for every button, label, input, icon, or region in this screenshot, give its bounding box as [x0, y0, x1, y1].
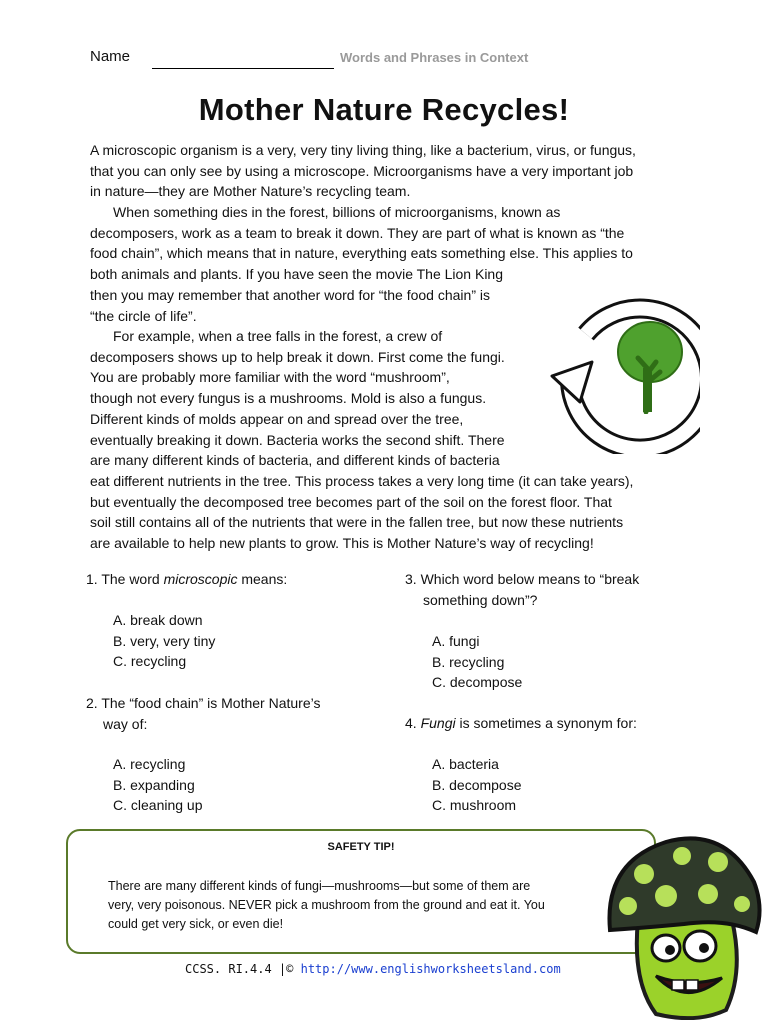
worksheet-subject: Words and Phrases in Context	[340, 50, 529, 65]
question-4-keyword: Fungi	[420, 715, 456, 731]
passage-line: You are probably more familiar with the word “mushroom”,	[90, 369, 450, 386]
passage-line: When something dies in the forest, billions of microorganisms, known as	[113, 204, 561, 220]
question-2-options	[113, 754, 203, 816]
question-3-line: 3. Which word below means to “break	[405, 571, 640, 587]
answer-option[interactable]: C. decompose	[432, 674, 523, 691]
answer-option[interactable]: A. bacteria	[432, 756, 499, 772]
answer-option[interactable]: A. fungi	[432, 633, 480, 649]
question-2	[86, 693, 321, 734]
passage-line: are available to help new plants to grow. This is Mother Nature’s way of recycling!	[90, 535, 594, 552]
question-1-options	[113, 610, 215, 672]
footer-link[interactable]: http://www.englishworksheetsland.com	[300, 962, 561, 976]
answer-option[interactable]: B. very, very tiny	[113, 632, 216, 649]
question-3-options	[432, 631, 522, 693]
passage-line: decomposers, work as a team to break it down. They are part of what is known as “the	[90, 224, 625, 241]
passage-line: soil still contains all of the nutrients that were in the fallen tree, but now these nutrients	[90, 514, 624, 531]
page-title: Mother Nature Recycles!	[198, 92, 570, 127]
passage-line: eventually breaking it down. Bacteria works the second shift. There	[90, 431, 505, 448]
safety-tip-text	[108, 877, 638, 934]
answer-option[interactable]: C. mushroom	[432, 797, 517, 814]
safety-tip-line: There are many different kinds of fungi—mushrooms—but some of them are	[108, 879, 531, 893]
passage-line: eat different nutrients in the tree. This process takes a very long time (it can take years),	[90, 472, 634, 489]
question-4-options	[432, 754, 522, 816]
question-2-line: 2. The “food chain” is Mother Nature’s	[86, 695, 321, 711]
answer-option[interactable]: B. decompose	[432, 776, 522, 793]
footer-citation	[185, 962, 561, 976]
passage-line: that you can only see by using a microscope. Microorganisms have a very important job	[90, 162, 634, 179]
passage-line: decomposers shows up to help break it down. First come the fungi.	[90, 348, 505, 365]
paragraph-1	[90, 140, 690, 202]
passage-line: both animals and plants. If you have seen the movie The Lion King	[90, 266, 504, 283]
passage-line: are many different kinds of bacteria, and different kinds of bacteria	[90, 452, 500, 469]
answer-option[interactable]: B. expanding	[113, 776, 195, 793]
passage-line: in nature—they are Mother Nature’s recycling team.	[90, 183, 411, 200]
name-label: Name	[90, 48, 131, 65]
safety-tip-box	[66, 829, 656, 954]
question-1-keyword: microscopic	[163, 571, 238, 587]
question-1-suffix: means:	[237, 571, 288, 587]
passage-line: Different kinds of molds appear on and spread over the tree,	[90, 410, 464, 427]
question-2-line: way of:	[103, 715, 148, 732]
answer-option[interactable]: A. break down	[113, 612, 203, 628]
question-4-prefix: 4.	[405, 715, 421, 731]
question-1	[86, 569, 287, 590]
answer-option[interactable]: C. cleaning up	[113, 797, 203, 814]
question-4	[405, 713, 637, 734]
question-3-line: something down”?	[423, 591, 538, 608]
passage-line: “the circle of life”.	[90, 307, 197, 324]
passage-line: For example, when a tree falls in the forest, a crew of	[113, 328, 443, 344]
name-line[interactable]	[152, 68, 334, 69]
passage-line: food chain”, which means that in nature, everything eats something else. This applies to	[90, 245, 633, 262]
mushroom-character-icon	[604, 832, 764, 1020]
footer-standard: CCSS. RI.4.4 |©	[185, 962, 301, 976]
safety-tip-line: very, very poisonous. NEVER pick a mushroom from the ground and eat it. You	[108, 898, 545, 912]
question-3	[405, 569, 639, 610]
passage-line: then you may remember that another word for “the food chain” is	[90, 286, 490, 303]
question-4-suffix: is sometimes a synonym for:	[455, 715, 637, 731]
answer-option[interactable]: C. recycling	[113, 653, 187, 670]
safety-tip-line: could get very sick, or even die!	[108, 917, 284, 931]
question-1-prefix: 1. The word	[86, 571, 164, 587]
safety-tip-title: SAFETY TIP!	[327, 841, 395, 853]
passage-line: but eventually the decomposed tree becomes part of the soil on the forest floor. That	[90, 493, 612, 510]
tree-icon	[612, 318, 688, 414]
answer-option[interactable]: B. recycling	[432, 653, 505, 670]
passage-line: A microscopic organism is a very, very tiny living thing, like a bacterium, virus, or fungus,	[90, 142, 636, 158]
passage-line: though not every fungus is a mushrooms. Mold is also a fungus.	[90, 390, 487, 407]
answer-option[interactable]: A. recycling	[113, 756, 186, 772]
